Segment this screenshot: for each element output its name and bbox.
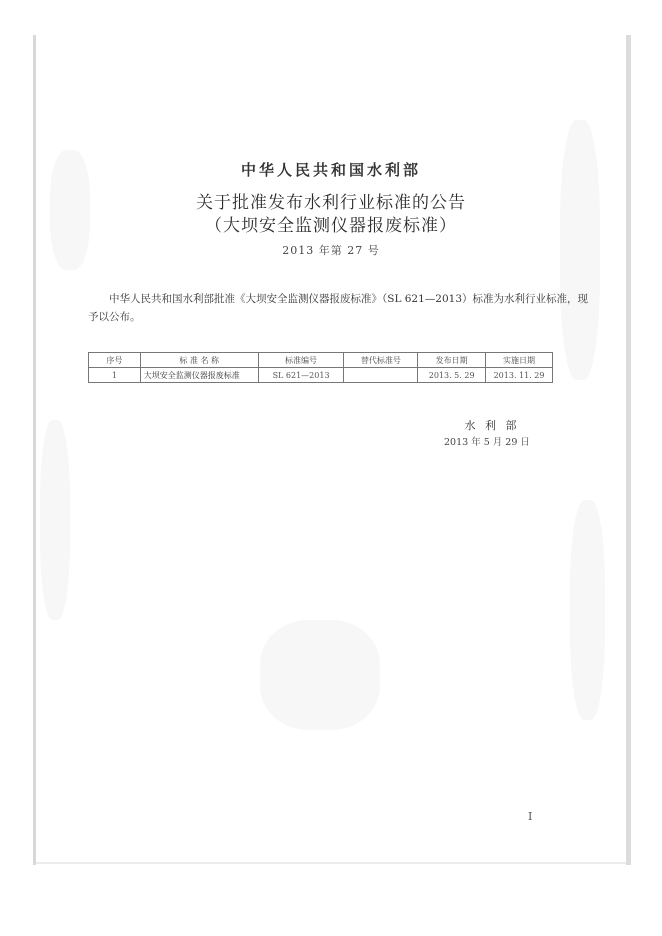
table-row (89, 368, 553, 383)
announcement-subtitle: （大坝安全监测仪器报废标准） (205, 216, 457, 236)
cell-replaced (344, 368, 418, 383)
cell-release: 2013. 5. 29 (418, 368, 486, 383)
issue-number: 2013 年第 27 号 (282, 244, 380, 257)
header-code: 标准编号 (258, 353, 344, 368)
cell-seq: 1 (89, 368, 141, 383)
header-replaced: 替代标准号 (344, 353, 418, 368)
cell-name: 大坝安全监测仪器报废标准 (140, 368, 258, 383)
page-number: I (528, 810, 533, 823)
header-name: 标 准 名 称 (140, 353, 258, 368)
table-header-row (89, 353, 553, 368)
cell-effective: 2013. 11. 29 (486, 368, 553, 383)
standards-table (88, 352, 553, 383)
header-effective: 实施日期 (486, 353, 553, 368)
signing-authority: 水 利 部 (464, 419, 520, 432)
header-release: 发布日期 (418, 353, 486, 368)
announcement-body: 中华人民共和国水利部批准《大坝安全监测仪器报废标准》（SL 621—2013）标准为水利行业标准，现予以公布。 (88, 293, 589, 323)
scan-shadow (570, 500, 605, 720)
announcement-title: 关于批准发布水利行业标准的公告 (196, 193, 466, 213)
cell-code: SL 621—2013 (258, 368, 344, 383)
scan-edge-bottom (36, 862, 626, 864)
header-seq: 序号 (89, 353, 141, 368)
signing-date: 2013 年 5 月 29 日 (444, 437, 530, 448)
issuing-ministry: 中华人民共和国水利部 (240, 161, 421, 179)
scan-shadow (40, 420, 70, 620)
scan-shadow (260, 620, 380, 730)
